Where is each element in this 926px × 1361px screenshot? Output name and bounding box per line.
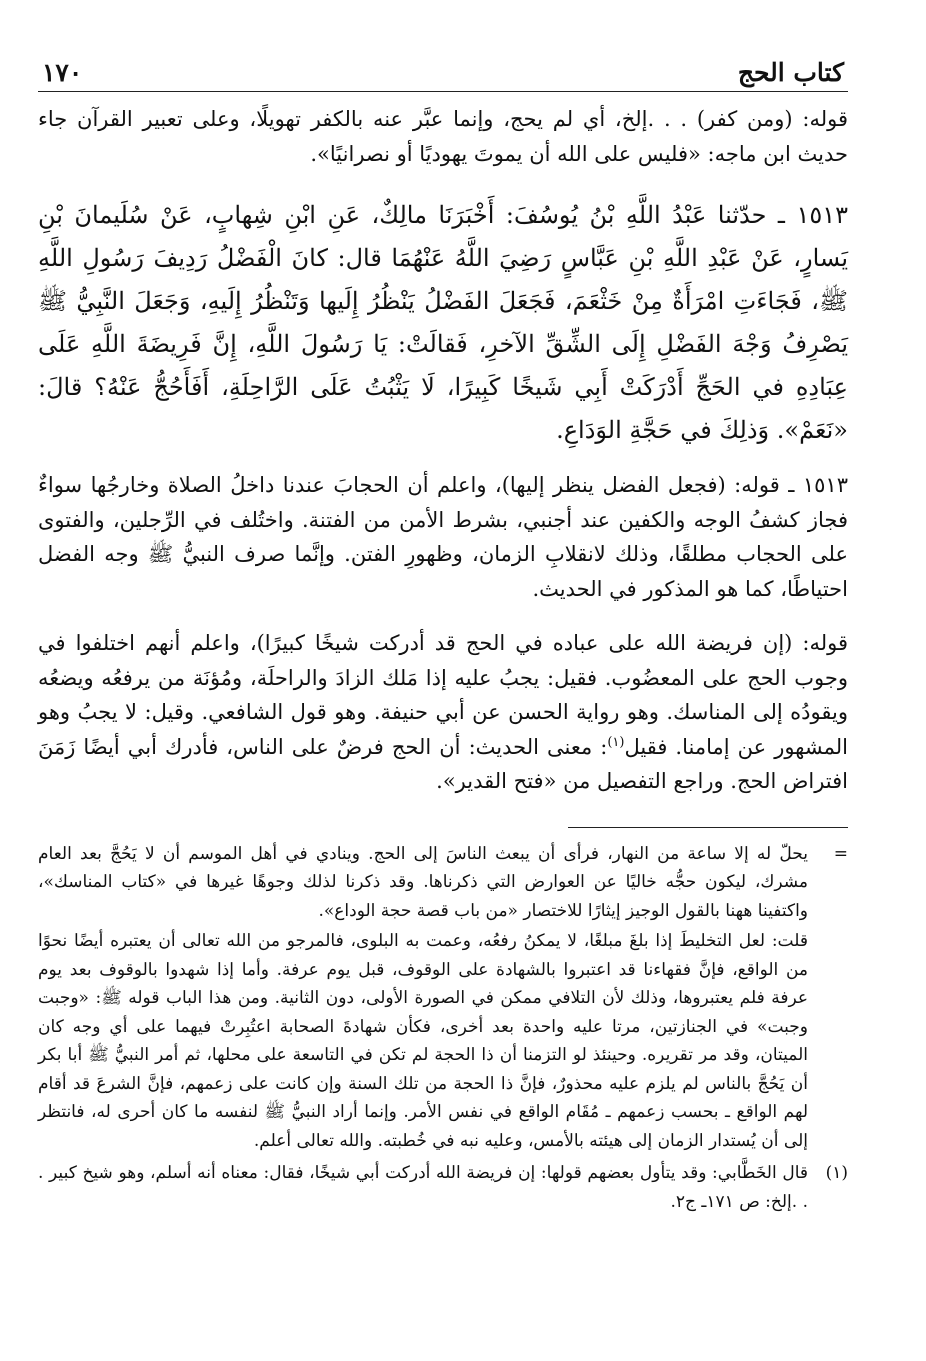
footnote-1 bbox=[38, 1159, 848, 1216]
page-number: ١٧٠ bbox=[42, 58, 83, 87]
footnote-continued bbox=[38, 840, 848, 1156]
footnote-paragraph: يحلّ له إلا ساعة من النهار، فرأى أن يبعث الناسَ إلى الحج. وينادي في أهل الموسم أن لا يَحُجَّ بعد العام مشرك، ليكون حجُّه خاليًا عن العوارض التي ذكرناها. وقد ذكرنا لذلك وجوهًا غيرها في «كتاب المناسك»، واكتفينا ههنا بالقول الوجيز إيثارًا للاختصار «من باب قصة حجة الوداع». bbox=[38, 843, 808, 921]
page-header bbox=[38, 48, 848, 92]
commentary-text-part-2: : معنى الحديث: أن الحج فرضٌ على الناس، فأدرك أبي أيضًا زَمَنَ افتراض الحج. وراجع التفصيل من «فتح القدير». bbox=[38, 734, 848, 793]
footnote-continuation-mark: = bbox=[833, 843, 848, 864]
commentary-text-part-1: قوله: (إن فريضة الله على عباده في الحج قد أدركت شيخًا كبيرًا)، واعلم أنهم اختلفوا في وجوب الحج على المعضُوب. فقيل: يجبُ عليه إذا مَلك الزادَ والراحلَة، ومُؤنَة من يرفعُه ويضعُه ويقودُه إلى المناسك. وهو رواية الحسن عن أبي حنيفة. وهو قول الشافعي. وقيل: لا يجبُ وهو المشهور عن إمامنا. فقيل bbox=[38, 631, 848, 759]
footnote-number: (١) bbox=[825, 1163, 848, 1183]
footnote-reference-1[interactable]: (١) bbox=[607, 734, 625, 750]
footnote-separator bbox=[568, 827, 848, 828]
footnote-body bbox=[38, 1159, 808, 1216]
footnote-paragraph: قلت: لعل التخليطَ إذا بلغَ مبلغًا، لا يمكنُ رفعُه، وعمت به البلوى، فالمرجو من الله تعالى أن يعتبره أيضًا نحوًا من الواقع، فإنَّ فقهاءنا قد اعتبروا بالشهادة على الوقوف، قبل يوم عرفة. وأما إذا شهدوا بالوقوف بعد يوم عرفة فلم يعتبروها، وذلك لأن التلافي ممكن في الصورة الأولى، دون الثانية. ومن هذا الباب قوله ﷺ: «وجبت وجبت» في الجنازتين، مرتا عليه واحدة بعد أخرى، فكأن شهادةَ الصحابة اعتُبِرتْ فيهما على أي وجه كان الميتان، وقد مر تقريره. وحينئذ لو التزمنا أن ذا الحجة لم تكن في التاسعة على محلها، ثم أمر النبيُّ ﷺ أبا بكر أن يَحُجَّ بالناس لم يلزم عليه محذورٌ، فإنَّ ذا الحجة من تلك السنة وإن كانت على زعمهم، فإنَّ الشرعَ قد أقام لهم الواقع ـ بحسب زعمهم ـ مُقَام الواقع في نفس الأمر. وإنما أراد النبيُّ ﷺ لنفسه ما كان أحرى له، فانتظر إلى أن يُستدار الزمان إلى هيئته بالأمس، وعليه نبه في خُطبته. والله تعالى أعلم. bbox=[38, 931, 808, 1151]
footnote-paragraph: قال الخَطَّابي: وقد يتأول بعضهم قولها: إن فريضة الله أدركت أبي شيخًا، فقال: معناه أنه أسلم، وهو شيخ كبير . . .إلخ: ص ١٧١ـ ج٢. bbox=[38, 1163, 808, 1212]
commentary-paragraph-hijab: ١٥١٣ ـ قوله: (فجعل الفضل ينظر إليها)، واعلم أن الحجابَ عندنا داخلُ الصلاة وخارجُها سواءٌ فجاز كشفُ الوجه والكفين عند أجنبي، بشرط الأمن من الفتنة. واختُلف في الرِّجلين، والفتوى على الحجاب مطلقًا، وذلك لانقلابِ الزمان، وظهورِ الفتن. وإنَّما صرف النبيُّ ﷺ وجه الفضل احتياطًا، كما هو المذكور في الحديث. bbox=[38, 473, 848, 601]
running-title: كتاب الحج bbox=[737, 58, 844, 87]
commentary-paragraph-kufr: قوله: (ومن كفر) . . .إلخ، أي لم يحج، وإنما عبَّر عنه بالكفر تهويلًا، وعلى تعبير القرآن جاء حديث ابن ماجه: «فليس على الله أن يموتَ يهوديًا أو نصرانيًا». bbox=[38, 107, 848, 166]
footnotes-section bbox=[38, 840, 848, 1217]
book-page bbox=[38, 48, 848, 1318]
hadith-text-1513: ١٥١٣ ـ حدّثنا عَبْدُ اللَّهِ بْنُ يُوسُفَ: أَخْبَرَنَا مالِكٌ، عَنِ ابْنِ شِهابٍ، عَنْ سُلَيمانَ بْنِ يَسارٍ، عَنْ عَبْدِ اللَّهِ بْنِ عَبَّاسٍ رَضِيَ اللَّهُ عَنْهُمَا قال: كانَ الْفَضْلُ رَدِيفَ رَسُولِ اللَّهِ ﷺ، فَجَاءَتِ امْرَأَةٌ مِنْ خَثْعَمَ، فَجَعَلَ الفَضْلُ يَنْظُرُ إِلَيها وَتَنْظُرُ إِلَيهِ، وَجَعَلَ النَّبِيُّ ﷺ يَصْرِفُ وَجْهَ الفَضْلِ إِلَى الشِّقِّ الآخرِ، فَقالَتْ: يَا رَسُولَ اللَّهِ، إِنَّ فَرِيضَةَ اللَّهِ عَلَى عِبَادِهِ في الحَجِّ أَدْرَكَتْ أَبِي شَيخًا كَبِيرًا، لَا يَثْبُتُ عَلَى الرَّاحِلَةِ، أَفَأَحُجُّ عَنْهُ؟ قالَ: «نَعَمْ». وَذلِكَ في حَجَّةِ الوَدَاعِ. bbox=[38, 201, 848, 444]
commentary-paragraph-madub bbox=[38, 626, 848, 799]
footnote-body bbox=[38, 840, 808, 1156]
